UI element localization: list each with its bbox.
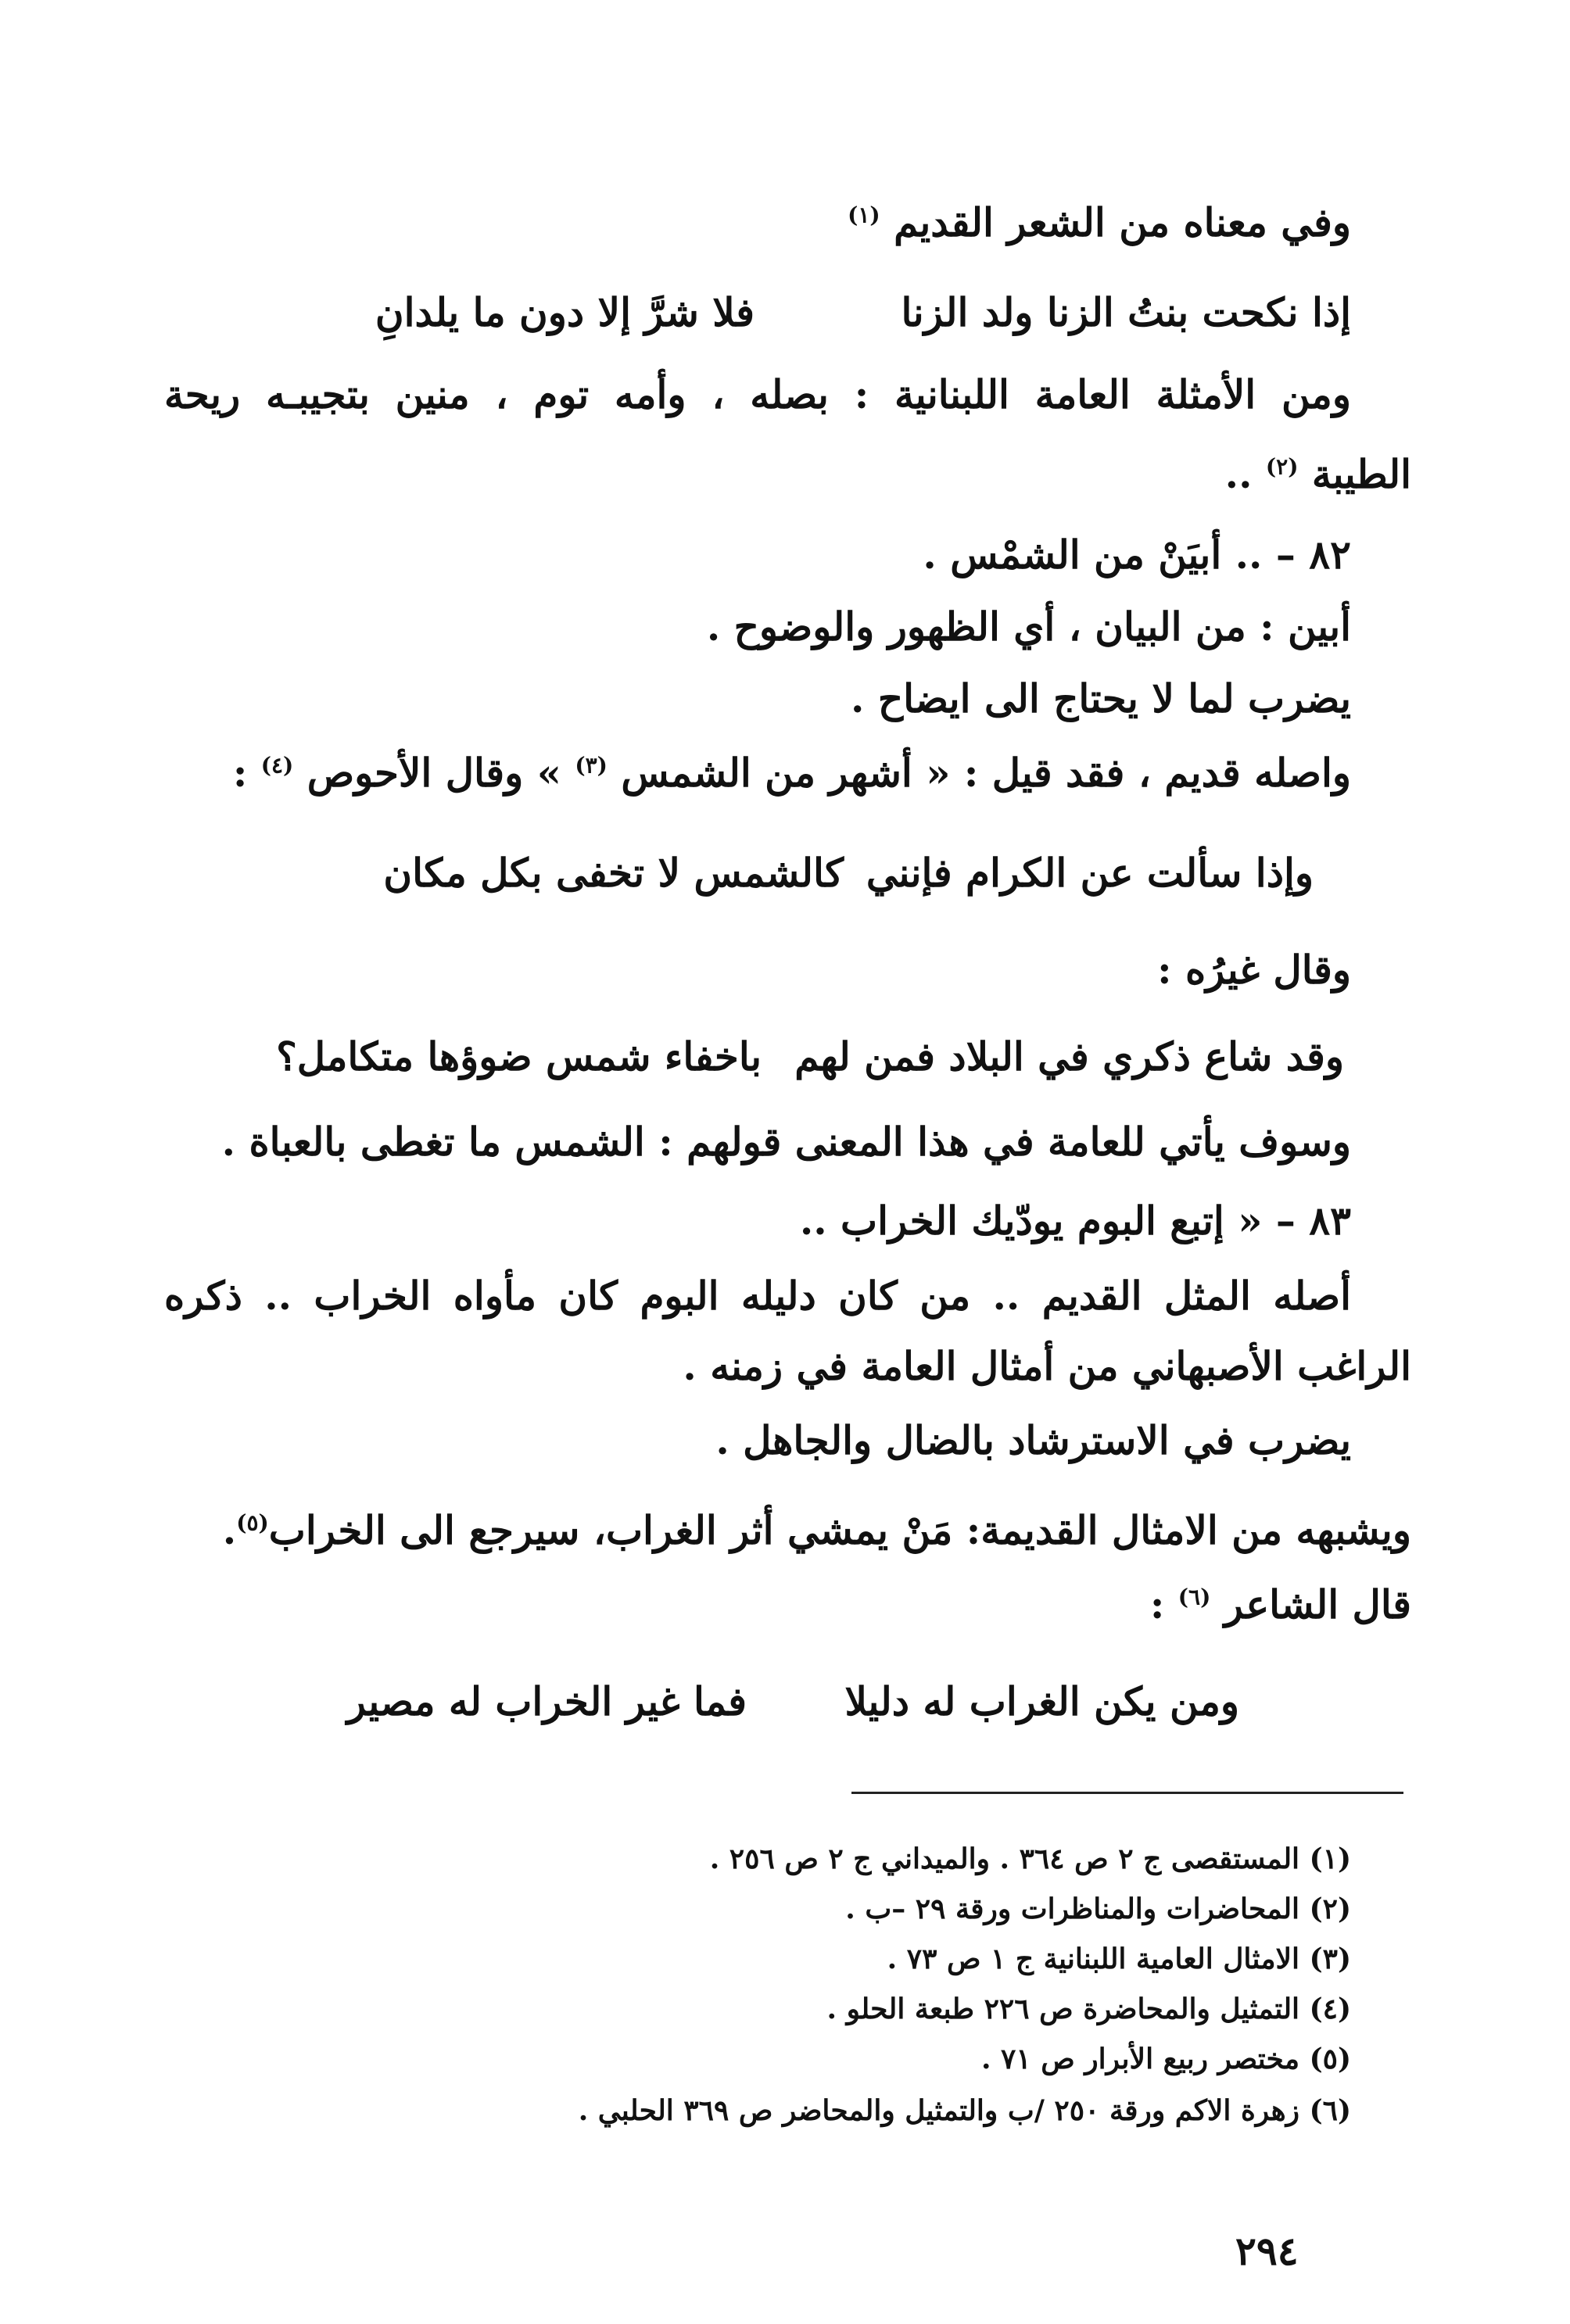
paragraph-line: الراغب الأصبهاني من أمثال العامة في زمنه . (683, 1343, 1411, 1389)
footnote: (٥) مختصر ربيع الأبرار ص ٧١ . (980, 2043, 1351, 2075)
text: .. (1224, 451, 1266, 497)
footnote: (١) المستقصى ج ٢ ص ٣٦٤ . والميداني ج ٢ ص ٢٥٦ . (709, 1842, 1351, 1875)
paragraph-line: يضرب لما لا يحتاج الى ايضاح . (851, 675, 1351, 722)
text: قال الشاعر (1224, 1581, 1411, 1628)
text: : (232, 750, 261, 796)
paragraph-line: أصله المثل القديم .. من كان دليله البوم كان مأواه الخراب .. ذكره (164, 1273, 1351, 1319)
page-number: ٢٩٤ (1235, 2228, 1299, 2274)
text: . (222, 1507, 237, 1553)
paragraph-line: أبين : من البيان ، أي الظهور والوضوح . (706, 603, 1351, 650)
footnote: (٣) الامثال العامية اللبنانية ج ١ ص ٧٣ . (887, 1943, 1351, 1975)
paragraph-line (1150, 1577, 1411, 1632)
text: : (1149, 1581, 1178, 1628)
footnote: (٦) زهرة الاكم ورقة ٢٥٠ /ب والتمثيل والمحاضر ص ٣٦٩ الحلبي . (578, 2094, 1351, 2127)
text: واصله قديم ، فقد قيل : « أشهر من الشمس (621, 750, 1351, 796)
footnote: (٤) التمثيل والمحاضرة ص ٢٢٦ طبعة الحلو . (826, 1993, 1351, 2025)
paragraph-line: وقال غيرُه : (1157, 947, 1351, 993)
paragraph-line (223, 1503, 1411, 1558)
verse-3-second: باخفاء شمس ضوؤها متكامل؟ (276, 1033, 762, 1080)
footnote-ref: (٤) (260, 752, 294, 779)
intro-line (848, 195, 1351, 250)
text: وفي معناه من الشعر القديم (894, 199, 1351, 245)
verse-1-first: إذا نكحت بنتُ الزنا ولد الزنا (901, 289, 1351, 335)
footnote-ref: (٦) (1178, 1584, 1211, 1610)
verse-3-first: وقد شاع ذكري في البلاد فمن لهم (794, 1033, 1344, 1080)
paragraph-line (1225, 447, 1411, 502)
paragraph-line: يضرب في الاسترشاد بالضال والجاهل . (715, 1417, 1351, 1463)
paragraph-line (233, 746, 1351, 800)
footnote-ref: (١) (848, 202, 880, 228)
paragraph-line: ومن الأمثلة العامة اللبنانية : بصله ، وأمه توم ، منين بتجيبـه ريحة (164, 371, 1351, 417)
footnote-separator (851, 1792, 1403, 1794)
verse-2-second: كالشمس لا تخفى بكل مكان (383, 850, 844, 896)
paragraph-line: وسوف يأتي للعامة في هذا المعنى قولهم : الشمس ما تغطى بالعباة . (221, 1119, 1351, 1165)
footnote-ref: (٣) (575, 752, 608, 779)
verse-4-first: ومن يكن الغراب له دليلا (844, 1678, 1239, 1724)
footnote: (٢) المحاضرات والمناظرات ورقة ٢٩ –ب . (845, 1893, 1351, 1925)
footnote-ref: (٢) (1265, 453, 1299, 480)
verse-2-first: وإذا سألت عن الكرام فإنني (866, 850, 1314, 896)
text: » وقال الأحوص (306, 750, 575, 796)
verse-1-second: فلا شرَّ إلا دون ما يلدانِ (375, 289, 755, 335)
proverb-82-heading: ٨٢ – .. أبيَنْ من الشمْس . (923, 532, 1351, 578)
footnote-ref: (٥) (236, 1509, 269, 1536)
verse-4-second: فما غير الخراب له مصير (346, 1678, 747, 1724)
proverb-83-heading: ٨٣ – « إتبع البوم يودّيك الخراب .. (799, 1198, 1351, 1244)
text: ويشبهه من الامثال القديمة: مَنْ يمشي أثر الغراب، سيرجع الى الخراب (268, 1507, 1411, 1553)
text: الطيبة (1311, 451, 1411, 497)
